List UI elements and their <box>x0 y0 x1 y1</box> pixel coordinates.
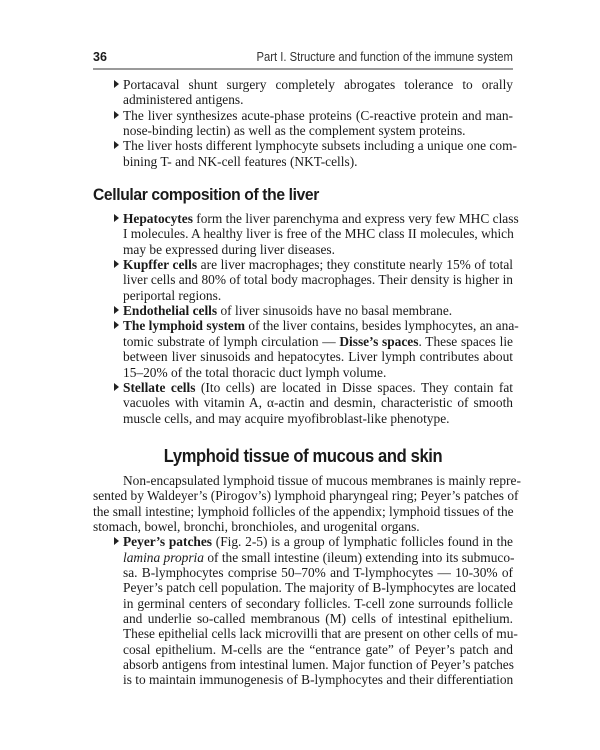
text-line: 15–20% of the total thoracic duct lymph volume. <box>123 364 387 380</box>
bold-term: The lymphoid system <box>123 318 246 334</box>
text-line: between liver sinusoids and hepatocytes. Liver lymph contributes about <box>123 349 513 365</box>
text-line: The liver hosts different lymphocyte subsets including a unique one com- <box>123 138 517 154</box>
text-line: stomach, bowel, bronchi, bronchioles, and urogenital organs. <box>93 518 420 534</box>
text-line: periportal regions. <box>123 287 222 303</box>
text-line: I molecules. A healthy liver is free of the MHC class II molecules, which <box>123 226 514 242</box>
bullet-marker-icon <box>114 80 119 88</box>
text-line: The liver synthesizes acute-phase proteins (C-reactive protein and man- <box>123 107 513 123</box>
text-line: Peyer’s patches (Fig. 2-5) is a group of lymphatic follicles found in the <box>123 534 513 550</box>
page-number: 36 <box>93 50 107 64</box>
bullet-item <box>93 257 513 303</box>
bullet-marker-icon <box>114 321 119 329</box>
bold-term: Hepatocytes <box>123 211 193 227</box>
bullet-marker-icon <box>114 383 119 391</box>
bold-term: Endothelial cells <box>123 303 218 319</box>
bullet-marker-icon <box>114 141 119 149</box>
paragraph <box>93 472 521 534</box>
text-line: Peyer’s patch cell population. The majority of B-lymphocytes are located <box>123 580 516 596</box>
bullet-marker-icon <box>114 260 119 268</box>
text-line: These epithelial cells lack microvilli that are present on other cells of mu- <box>123 626 518 642</box>
bullet-marker-icon <box>114 111 119 119</box>
bold-term: Kupffer cells <box>123 257 198 273</box>
text-line: Non-encapsulated lymphoid tissue of mucous membranes is mainly repre- <box>123 472 521 488</box>
bullet-item <box>93 138 517 169</box>
bullet-item <box>93 318 519 380</box>
text-line: absorb antigens from intestinal lumen. Major function of Peyer’s patches <box>123 657 514 672</box>
text-line: bining T- and NK-cell features (NKT-cells). <box>123 153 358 169</box>
text-line: in germinal centers of secondary follicles. T-cell zone surrounds follicle <box>123 595 513 611</box>
section-heading: Cellular composition of the liver <box>93 185 319 205</box>
text-line: Hepatocytes form the liver parenchyma and express very few MHC class <box>123 211 519 227</box>
text-line: Endothelial cells of liver sinusoids have no basal membrane. <box>123 303 453 319</box>
bullet-marker-icon <box>114 214 119 222</box>
page-body <box>93 77 521 688</box>
bold-term: Disse’s spaces <box>339 333 419 349</box>
bullet-item <box>93 303 513 318</box>
bullet-item <box>93 77 513 108</box>
text-line: liver cells and 80% of total body macrophages. Their density is higher in <box>123 272 513 288</box>
text-line: The lymphoid system of the liver contains, besides lymphocytes, an ana- <box>123 318 519 334</box>
text-line: Portacaval shunt surgery completely abrogates tolerance to orally <box>123 77 513 92</box>
bold-term: Peyer’s patches <box>123 534 212 550</box>
page-header <box>93 48 513 70</box>
bullet-item <box>93 380 513 426</box>
text-line: vacuoles with vitamin A, α-actin and desmin, characteristic of smooth <box>123 395 513 411</box>
text-line: lamina propria of the small intestine (ileum) extending into its submuco- <box>123 549 515 565</box>
bold-term: Stellate cells <box>123 379 196 395</box>
text-line: sa. B-lymphocytes comprise 50–70% and T-lymphocytes — 10-30% of <box>123 564 513 580</box>
text-line: muscle cells, and may acquire myofibroblast-like phenotype. <box>123 410 450 426</box>
text-line: cosal epithelium. M-cells are the “entrance gate” of Peyer’s patch and <box>123 641 513 657</box>
text-line: the small intestine; lymphoid follicles of the appendix; lymphoid tissues of the <box>93 503 514 519</box>
text-line: tomic substrate of lymph circulation — Disse’s spaces. These spaces lie <box>123 333 513 349</box>
bullet-item <box>93 211 519 257</box>
section-heading: Lymphoid tissue of mucous and skin <box>163 445 443 466</box>
bullet-marker-icon <box>114 537 119 545</box>
text-line: nose-binding lectin) as well as the complement system proteins. <box>123 123 466 139</box>
bullet-marker-icon <box>114 306 119 314</box>
text-line: is to maintain immunogenesis of B-lymphocytes and their differentiation <box>123 672 514 688</box>
text-line: administered antigens. <box>123 92 244 108</box>
text-line: sented by Waldeyer’s (Pirogov’s) lymphoid pharyngeal ring; Peyer’s patches of <box>93 488 519 504</box>
running-title: Part I. Structure and function of the immune system <box>256 50 513 64</box>
text-line: and underlie so-called membranous (M) cells of intestinal epithelium. <box>123 610 513 626</box>
bullet-item <box>93 108 513 139</box>
text-line: Kupffer cells are liver macrophages; they constitute nearly 15% of total <box>123 257 514 273</box>
italic-term: lamina propria <box>123 549 204 565</box>
text-line: Stellate cells (Ito cells) are located in Disse spaces. They contain fat <box>123 379 514 395</box>
text-line: may be expressed during liver diseases. <box>123 241 335 257</box>
bullet-item <box>93 534 518 688</box>
